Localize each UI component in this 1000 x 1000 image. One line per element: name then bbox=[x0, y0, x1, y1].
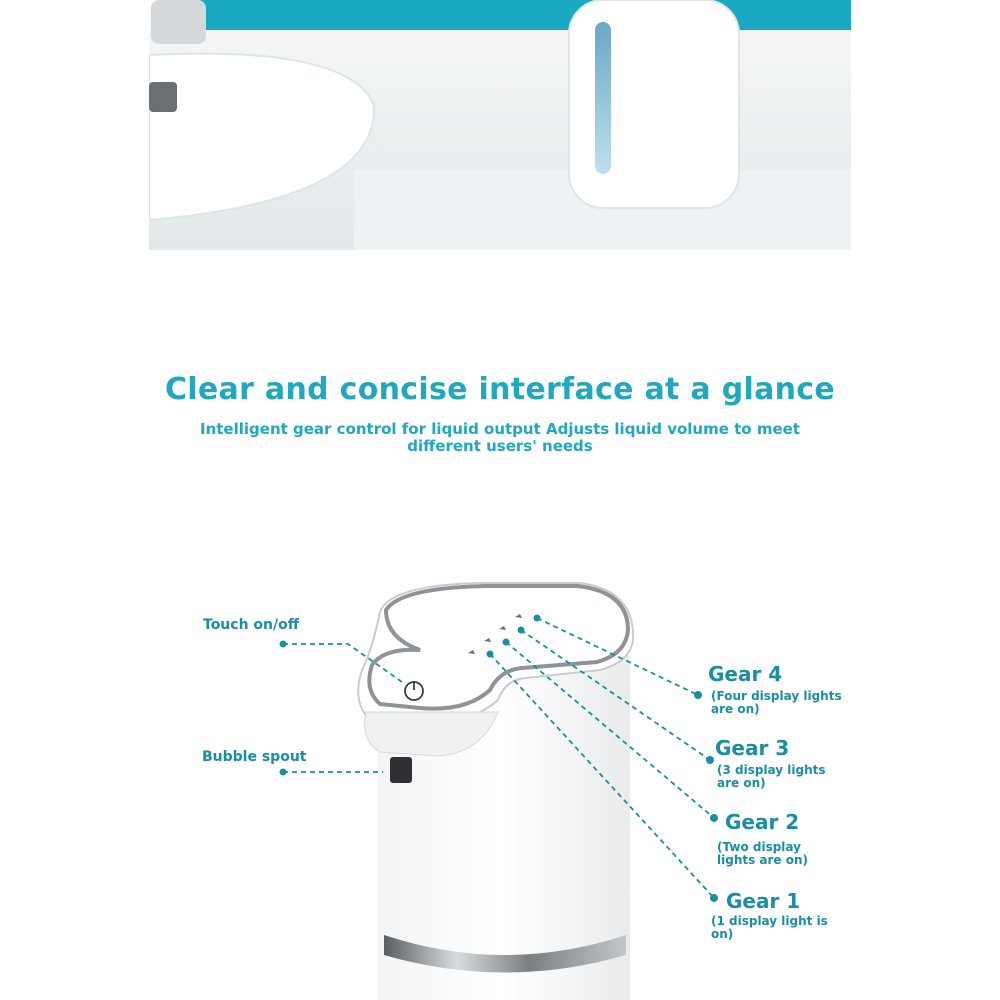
bubble-spout-nozzle bbox=[390, 757, 412, 783]
gear3-note-line-2: are on) bbox=[717, 776, 766, 790]
subline-line-2: different users' needs bbox=[407, 437, 593, 455]
touch-label: Touch on/off bbox=[203, 617, 300, 633]
headline: Clear and concise interface at a glance bbox=[164, 372, 835, 407]
gear4-note-line-1: (Four display lights bbox=[711, 689, 842, 703]
gear3-note bbox=[717, 764, 826, 790]
gear2-label: Gear 2 bbox=[725, 810, 800, 834]
gear2-note-line-2: lights are on) bbox=[717, 853, 809, 867]
gear3-note-line-1: (3 display lights bbox=[717, 763, 826, 777]
subline-line-1: Intelligent gear control for liquid output Adjusts liquid volume to meet bbox=[200, 420, 800, 438]
gear3-label: Gear 3 bbox=[715, 736, 790, 760]
spout-label: Bubble spout bbox=[202, 749, 307, 765]
gear4-note bbox=[711, 690, 842, 716]
gear1-note bbox=[711, 915, 828, 941]
gear4-note-line-2: are on) bbox=[711, 702, 760, 716]
gear4-label: Gear 4 bbox=[708, 662, 783, 686]
gear2-note bbox=[717, 841, 808, 867]
gear2-note-line-1: (Two display bbox=[717, 840, 801, 854]
gear1-note-line-1: (1 display light is bbox=[711, 914, 828, 928]
gear1-note-line-2: on) bbox=[711, 927, 734, 941]
gear1-label: Gear 1 bbox=[726, 889, 801, 913]
